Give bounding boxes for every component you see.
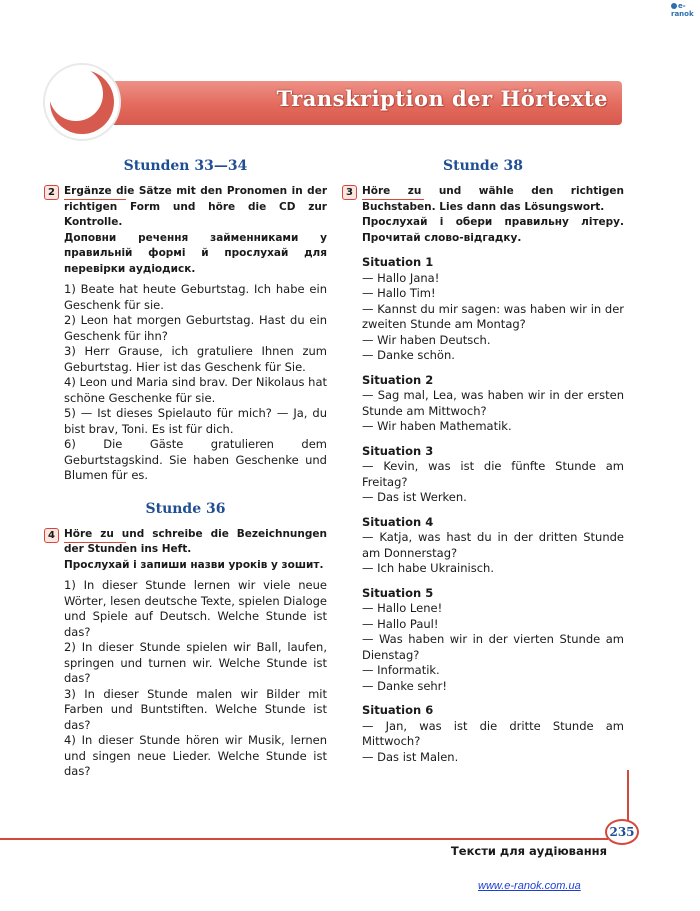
list-item: 1) In dieser Stunde lernen wir viele neue Wörter, lesen deutsche Texte, spielen Dialoge und Spiele auf Deutsch. Welche Stunde ist das? <box>64 578 327 639</box>
dialogue-line: — Hallo Tim! <box>362 286 436 300</box>
logo-text: e-ranok <box>671 2 694 18</box>
page-title: Transkription der Hörtexte <box>276 86 608 111</box>
task-number-badge: 3 <box>342 185 357 200</box>
situation-3 <box>362 444 624 506</box>
list-item: 1) Beate hat heute Geburtstag. Ich habe ein Geschenk für sie. <box>64 282 327 312</box>
dialogue-line: — Danke sehr! <box>362 678 448 693</box>
dialogue-line: — Wir haben Deutsch. <box>362 332 491 347</box>
task-3 <box>342 184 624 246</box>
dialogue-line: — Hallo Paul! <box>362 616 439 631</box>
situation-1 <box>362 255 624 364</box>
section-heading-stunde-36: Stunde 36 <box>145 500 226 517</box>
task-2 <box>44 184 327 484</box>
underline-mark <box>362 199 424 200</box>
situation-title: Situation 4 <box>362 514 434 529</box>
underline-mark <box>64 199 126 200</box>
task-instruction-de: Ergänze die Sätze mit den Pronomen in der richtigen Form und höre die CD zur Kontrolle. <box>64 185 327 228</box>
list-item: 4) Leon und Maria sind brav. Der Nikolaus hat schöne Geschenke für sie. <box>64 375 327 405</box>
footer-section-label: Тексти для аудіювання <box>450 844 607 858</box>
left-column <box>44 158 327 780</box>
dialogue-line: — Hallo Jana! <box>362 270 440 285</box>
task-instruction-de: Höre zu und schreibe die Bezeichnungen der Stunden ins Heft. <box>64 527 327 555</box>
list-item: 2) Leon hat morgen Geburtstag. Hast du ein Geschenk für ihn? <box>64 313 327 343</box>
list-item: 2) In dieser Stunde spielen wir Ball, laufen, springen und turnen wir. Welche Stunde ist das? <box>64 640 327 685</box>
footer-rule <box>0 838 608 840</box>
right-column <box>342 158 624 765</box>
publisher-link[interactable]: www.e-ranok.com.ua <box>478 880 581 892</box>
situation-5 <box>362 586 624 695</box>
page-number: 235 <box>605 819 639 845</box>
dialogue-line: — Informatik. <box>362 663 440 677</box>
dialogue-line: — Hallo Lene! <box>362 601 443 615</box>
situation-title: Situation 2 <box>362 372 434 387</box>
list-item: 5) — Ist dieses Spielauto für mich? — Ja, du bist brav, Toni. Es ist für dich. <box>64 406 327 436</box>
task-number-badge: 4 <box>44 528 59 543</box>
task-instruction-uk: Прослухай і запиши назви уроків у зошит. <box>64 558 324 571</box>
task-number-badge: 2 <box>44 185 59 200</box>
dialogue-line: — Ich habe Ukrainisch. <box>362 561 494 575</box>
section-heading-stunde-38: Stunde 38 <box>443 158 523 174</box>
task-instruction-de: Höre zu und wähle den richtigen Buchstaben. Lies dann das Lösungswort. <box>362 185 624 213</box>
dialogue-line: — Das ist Werken. <box>362 490 467 504</box>
dialogue-line: — Wir haben Mathematik. <box>362 419 512 433</box>
dialogue-line: — Kannst du mir sagen: was haben wir in der zweiten Stunde am Montag? <box>362 301 624 331</box>
list-item: 4) In dieser Stunde hören wir Musik, lernen und singen neue Lieder. Welche Stunde ist das? <box>64 733 327 778</box>
task-4 <box>44 527 327 780</box>
underline-mark <box>64 542 126 543</box>
dialogue-line: — Katja, was hast du in der dritten Stunde am Donnerstag? <box>362 530 624 560</box>
logo-icon <box>671 3 677 9</box>
task-items <box>64 578 327 780</box>
situation-title: Situation 6 <box>362 703 434 717</box>
situation-title: Situation 1 <box>362 255 434 269</box>
task-instruction-uk: Доповни речення займенниками у правильній формі й прослухай для перевірки аудіодиск. <box>64 231 327 275</box>
dialogue-line: — Kevin, was ist die fünfte Stunde am Freitag? <box>362 459 624 489</box>
dialogue-line: — Sag mal, Lea, was haben wir in der ersten Stunde am Mittwoch? <box>362 388 624 418</box>
dialogue-line: — Das ist Malen. <box>362 749 459 764</box>
decorative-circle-icon <box>42 62 122 142</box>
task-items <box>64 282 327 484</box>
title-banner <box>76 81 622 125</box>
list-item: 3) Herr Grause, ich gratuliere Ihnen zum Geburtstag. Hier ist das Geschenk für Sie. <box>64 344 327 374</box>
situation-4 <box>362 515 624 577</box>
situation-2 <box>362 373 624 435</box>
publisher-logo <box>671 2 700 18</box>
list-item: 3) In dieser Stunde malen wir Bilder mit Farben und Buntstiften. Welche Stunde ist das? <box>64 686 327 732</box>
dialogue-line: — Danke schön. <box>362 348 455 362</box>
situation-title: Situation 5 <box>362 585 434 600</box>
situation-6 <box>362 703 624 765</box>
situations-list <box>342 255 624 765</box>
list-item: 6) Die Gäste gratulieren dem Geburtstagskind. Sie haben Geschenke und Blumen für es. <box>64 437 327 482</box>
section-heading-stunden-33-34: Stunden 33—34 <box>123 158 248 174</box>
task-instruction-uk: Прослухай і обери правильну літеру. Прочитай слово-відгадку. <box>362 216 624 244</box>
dialogue-line: — Was haben wir in der vierten Stunde am Dienstag? <box>362 632 624 662</box>
situation-title: Situation 3 <box>362 443 434 458</box>
dialogue-line: — Jan, was ist die dritte Stunde am Mittwoch? <box>362 718 624 748</box>
